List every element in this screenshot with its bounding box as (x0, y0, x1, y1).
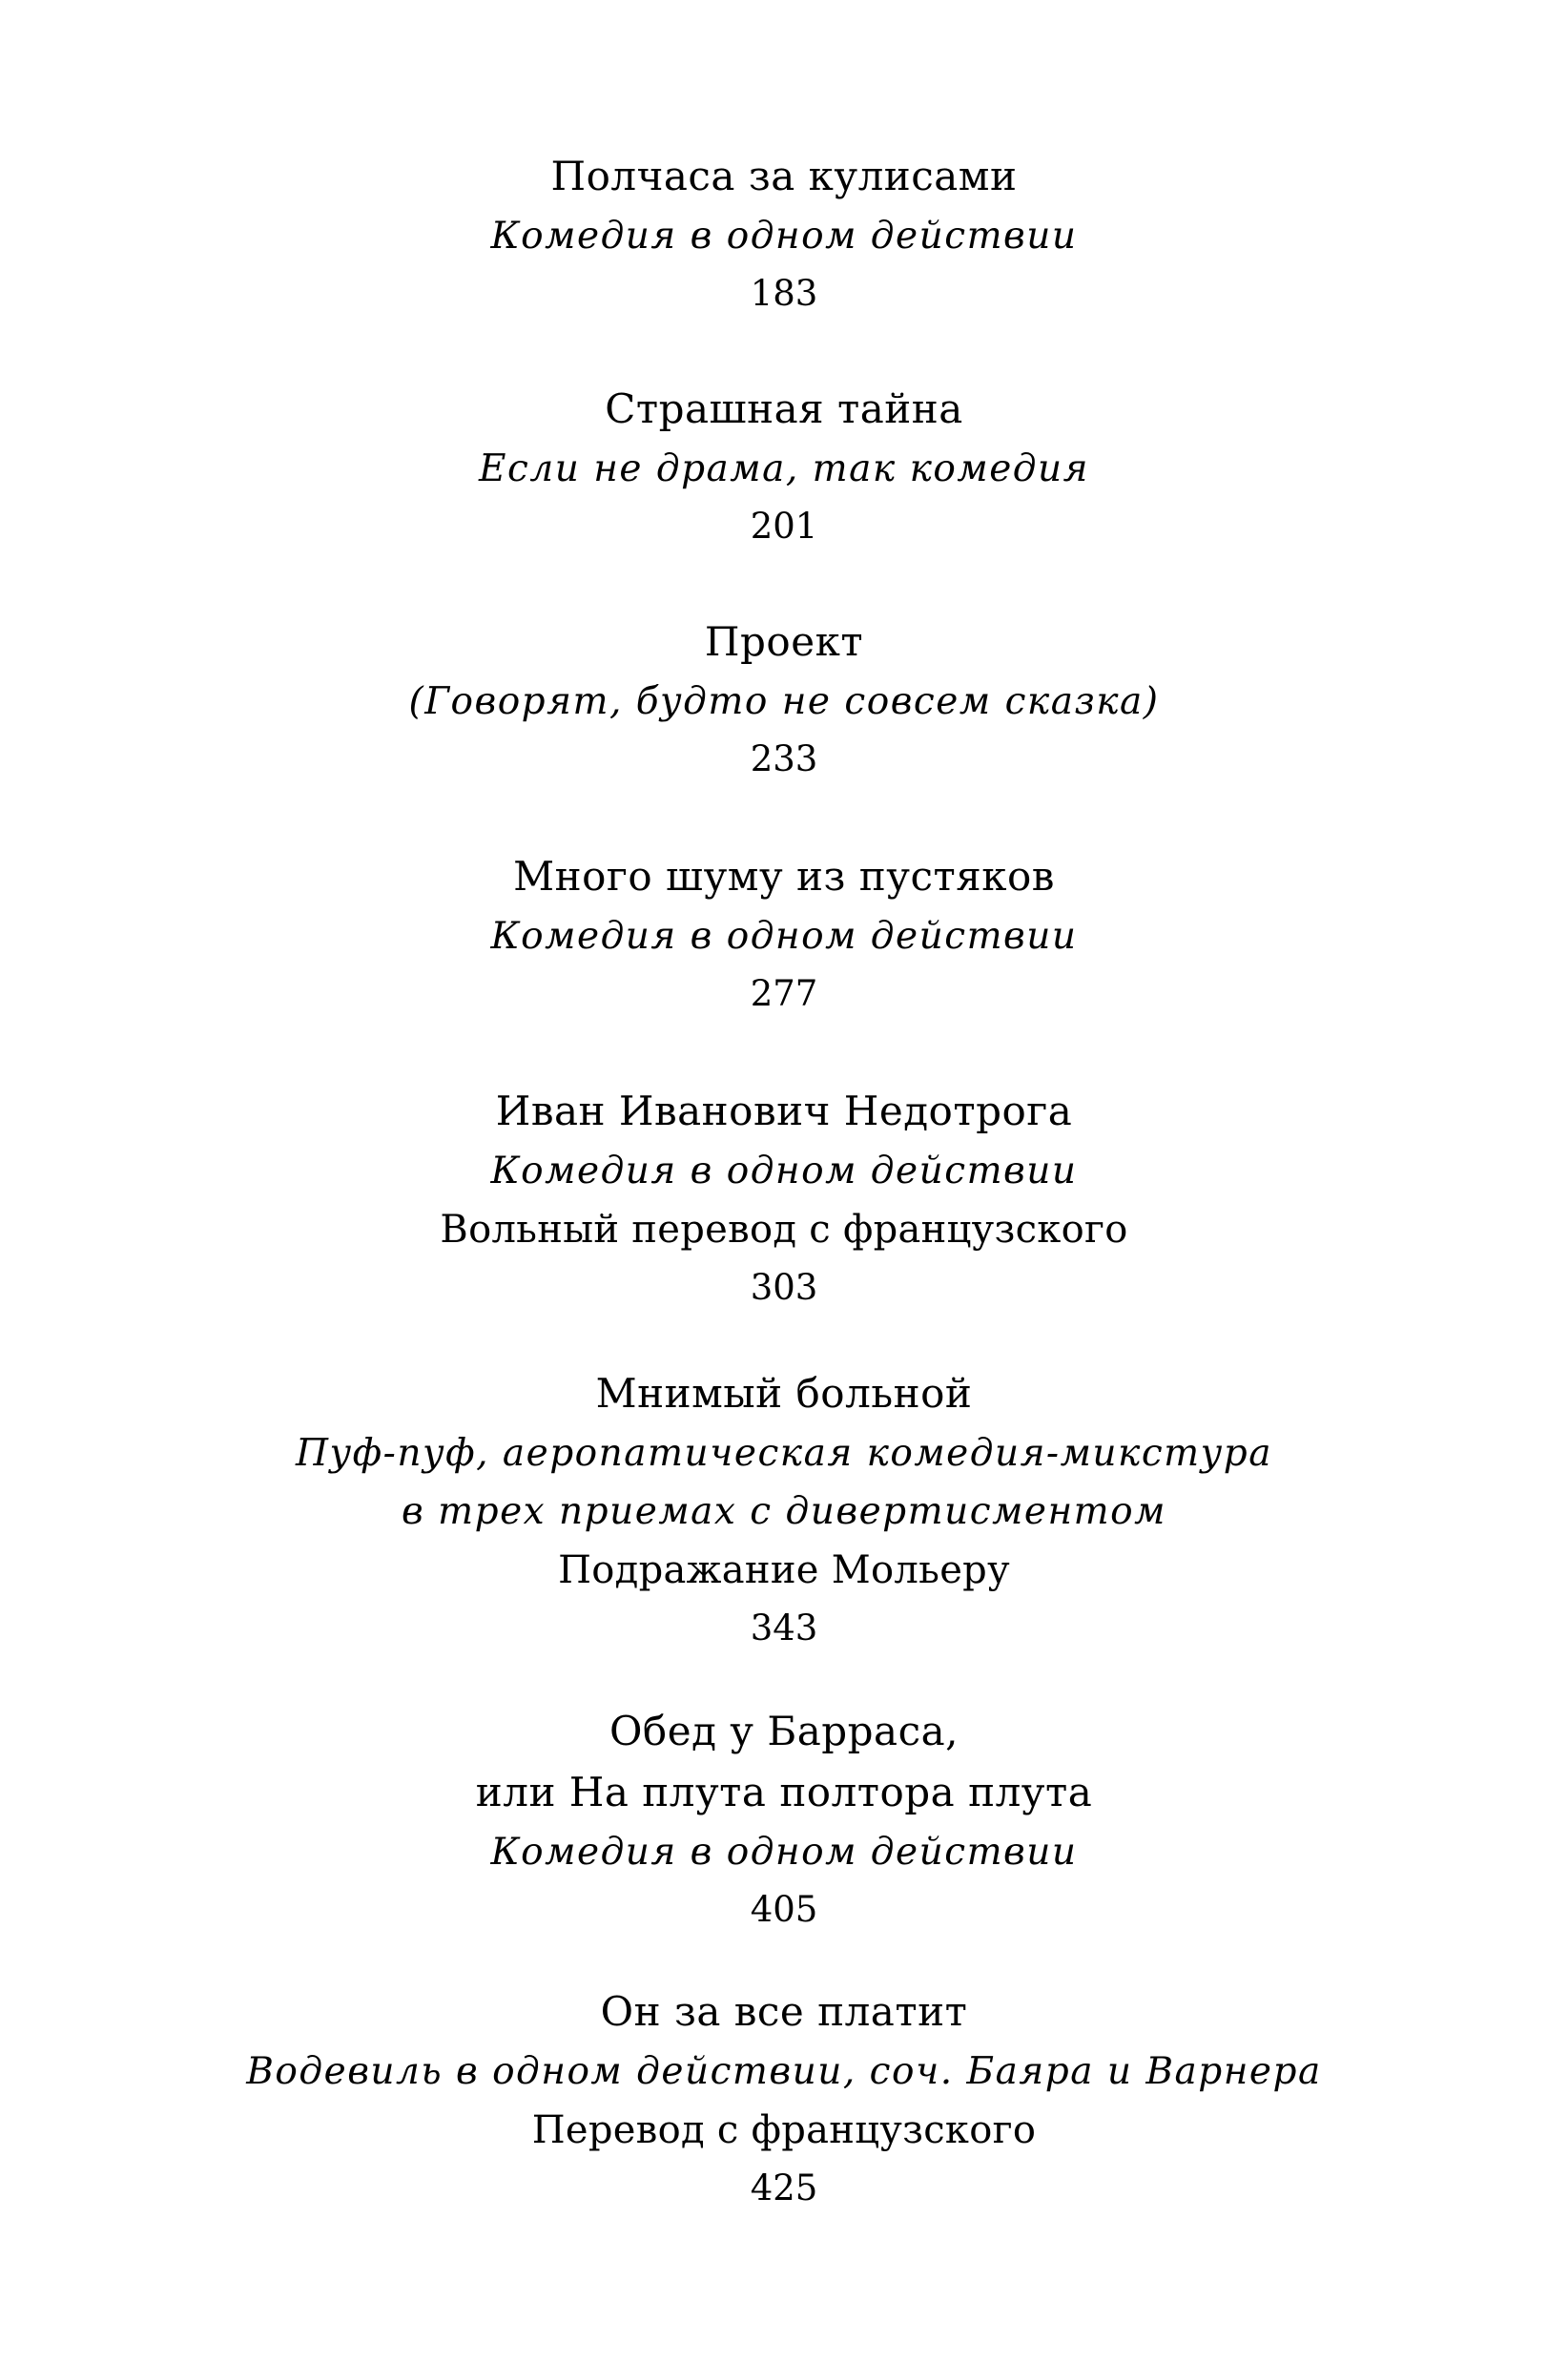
entry-page-number: 183 (750, 273, 818, 314)
entry-title: Проект (704, 618, 864, 665)
entry-subtitle: Если не драма, так комедия (479, 447, 1089, 490)
entry-subtitle: Комедия в одном действии (490, 1831, 1078, 1874)
entry-page-number: 405 (750, 1889, 818, 1930)
entry-page-number: 277 (750, 973, 818, 1014)
entry-page-number: 233 (750, 738, 818, 779)
toc-entry (0, 1088, 1568, 1308)
entry-note: Перевод с французского (531, 2108, 1037, 2152)
entry-page-number: 201 (750, 506, 818, 547)
entry-title: Он за все платит (600, 1988, 968, 2035)
entry-title: или На плута полтора плута (475, 1769, 1093, 1815)
toc-entry (0, 153, 1568, 314)
toc-entry (0, 853, 1568, 1014)
toc-entry (0, 1708, 1568, 1930)
entry-subtitle: Комедия в одном действии (490, 215, 1078, 258)
entry-subtitle: в трех приемах с дивертисментом (402, 1490, 1166, 1533)
entry-title: Обед у Барраса, (609, 1708, 959, 1754)
entry-page-number: 425 (750, 2167, 818, 2208)
toc-entry (0, 618, 1568, 779)
entry-title: Полчаса за кулисами (550, 153, 1018, 199)
entry-subtitle: Водевиль в одном действии, соч. Баяра и Варнера (246, 2050, 1322, 2093)
entry-title: Иван Иванович Недотрога (495, 1088, 1073, 1134)
toc-entry (0, 385, 1568, 547)
entry-note: Вольный перевод с французского (440, 1208, 1128, 1252)
entry-title: Мнимый больной (595, 1370, 973, 1417)
entry-title: Страшная тайна (605, 385, 963, 432)
entry-subtitle: Пуф-пуф, аеропатическая комедия-микстура (295, 1432, 1272, 1475)
toc-entry (0, 1370, 1568, 1649)
entry-subtitle: Комедия в одном действии (490, 915, 1078, 958)
entry-subtitle: (Говорят, будто не совсем сказка) (408, 680, 1160, 723)
toc-entry (0, 1988, 1568, 2208)
entry-note: Подражание Мольеру (558, 1548, 1010, 1592)
entry-page-number: 343 (750, 1607, 818, 1649)
entry-subtitle: Комедия в одном действии (490, 1150, 1078, 1192)
entry-page-number: 303 (750, 1267, 818, 1308)
entry-title: Много шуму из пустяков (513, 853, 1055, 900)
